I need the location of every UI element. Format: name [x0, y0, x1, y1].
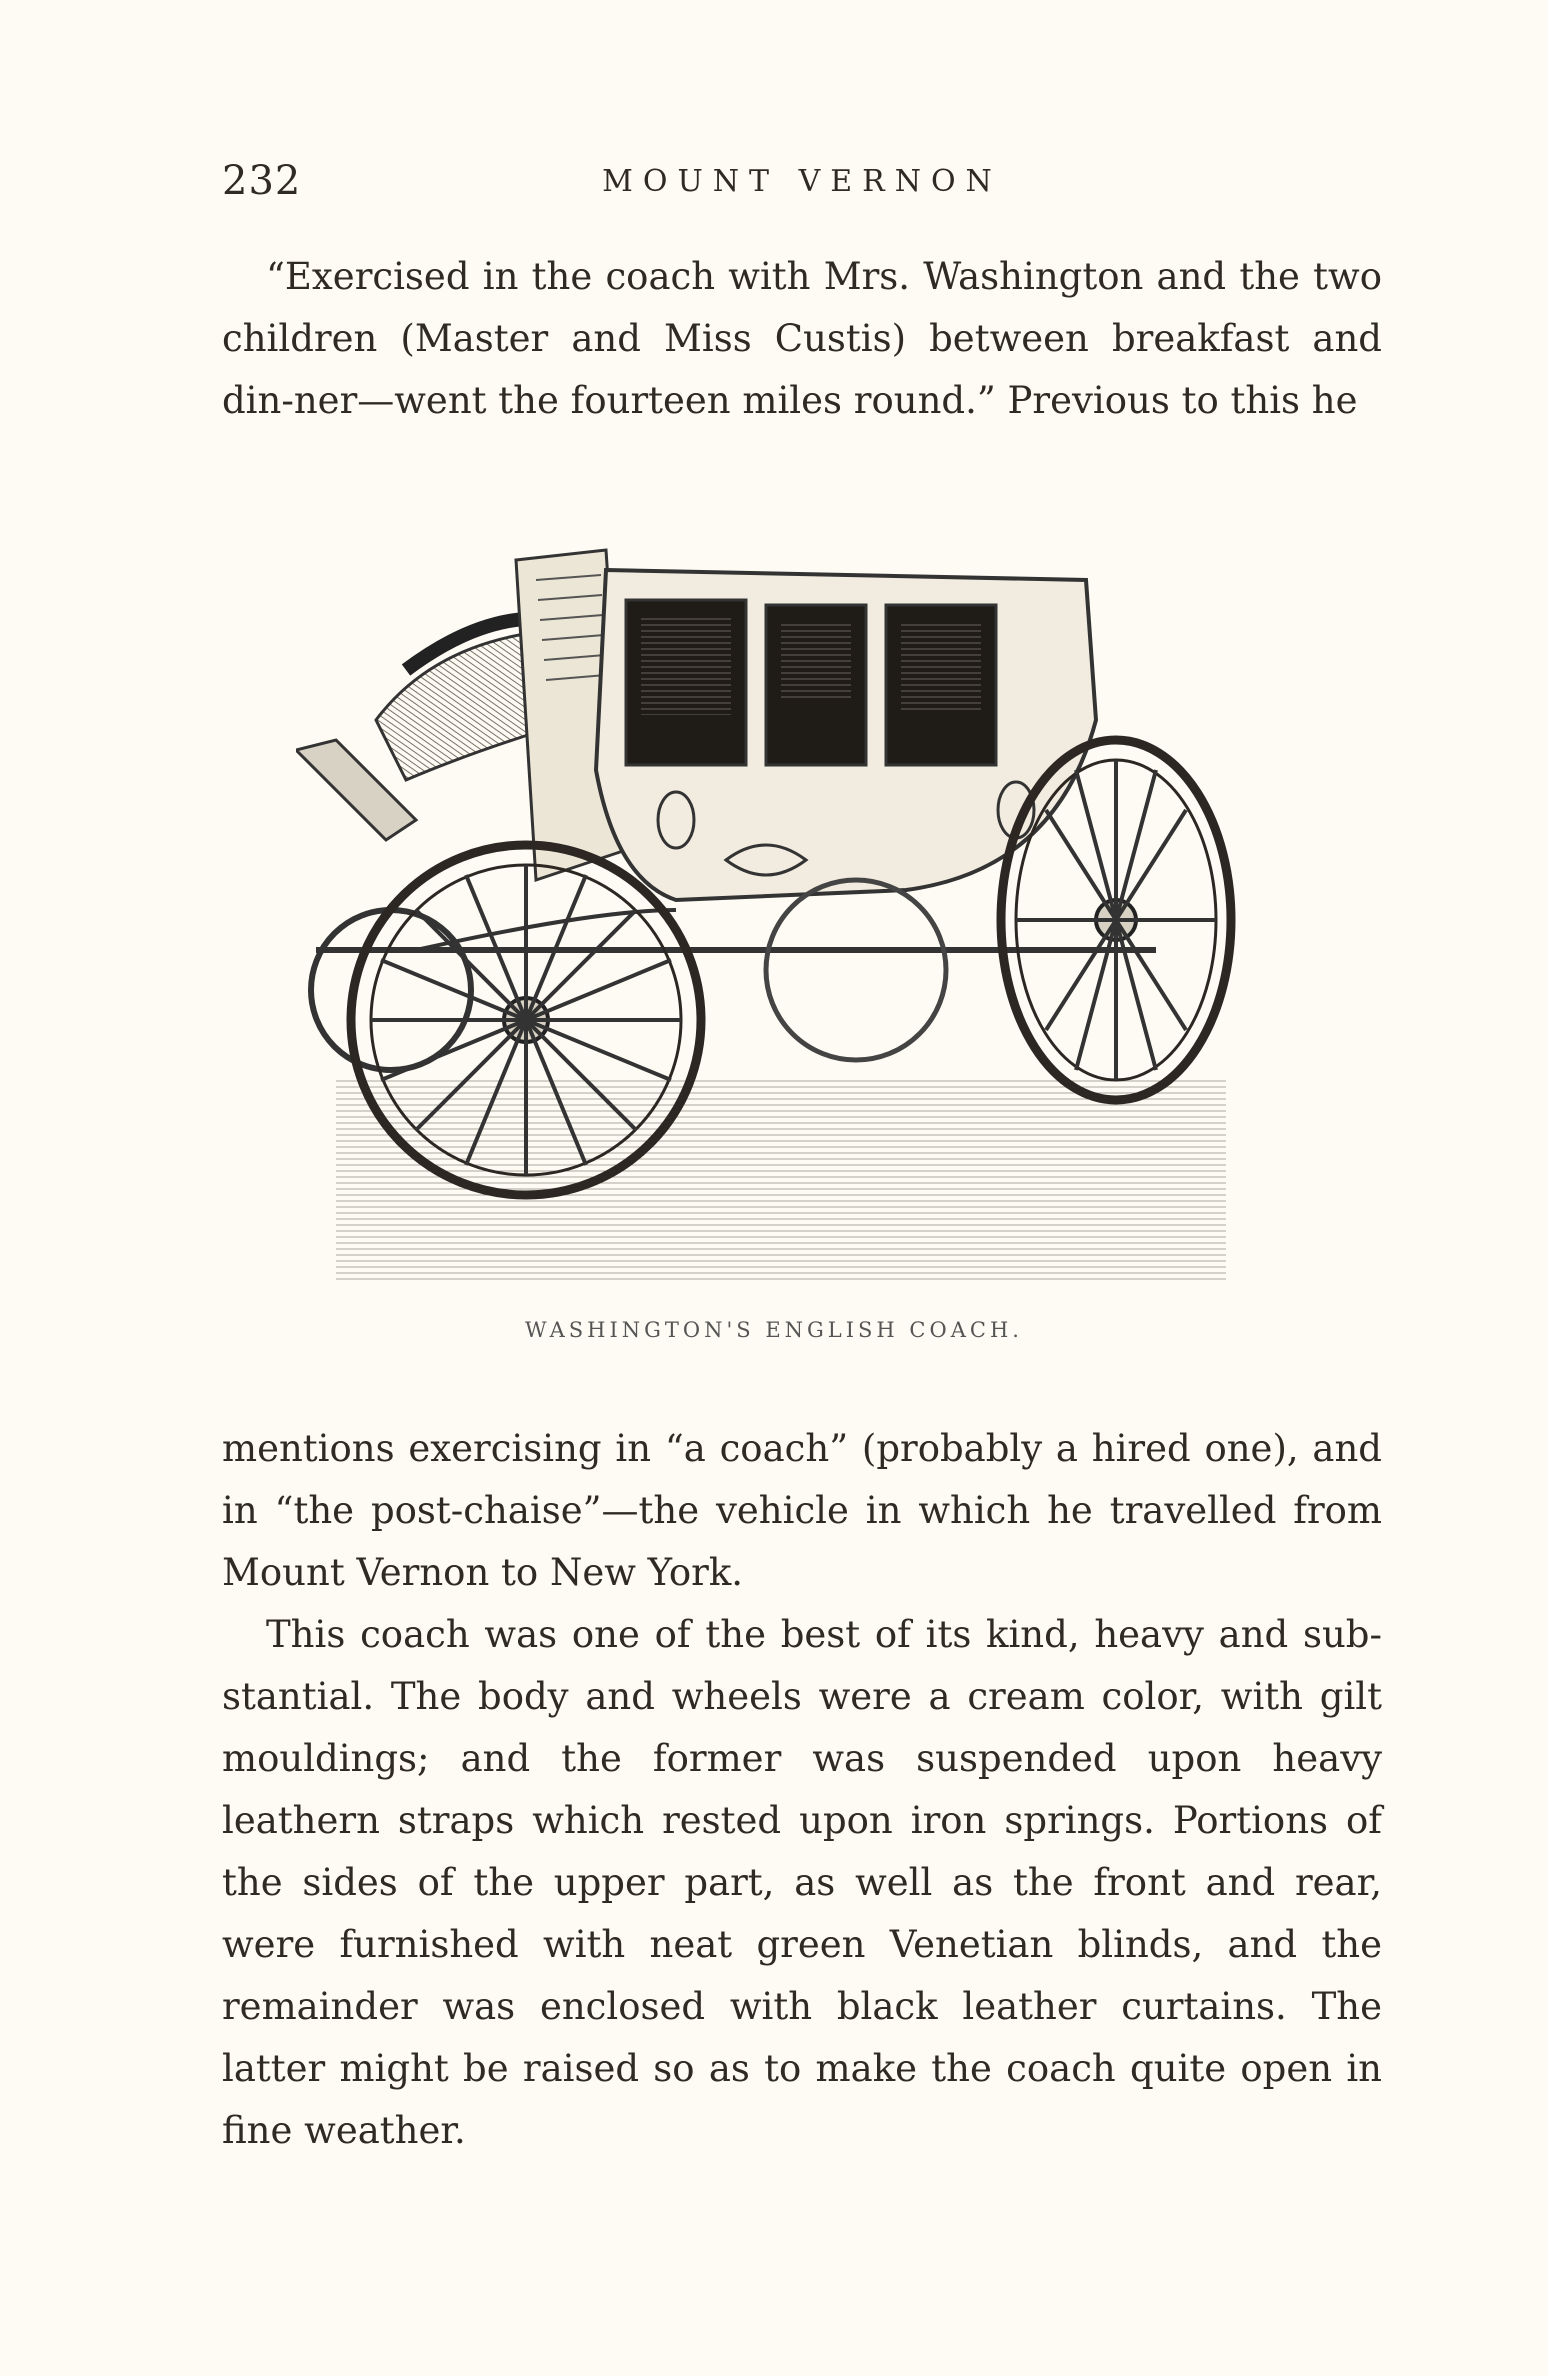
paragraph-1: “Exercised in the coach with Mrs. Washington and the two children (Master and Miss Custis) between breakfast and din-ner—went the fourteen miles round.” Previous to this he: [222, 255, 1382, 422]
figure-caption: WASHINGTON'S ENGLISH COACH.: [525, 1318, 1023, 1342]
rear-wheel: [1001, 740, 1231, 1100]
paragraph-3: This coach was one of the best of its kind, heavy and sub-stantial. The body and wheels were a cream color, with gilt mouldings; and the former was suspended upon heavy leathern straps which rested upon iron springs. Portions of the sides of the upper part, as well as the front and rear, were furnished with neat green Venetian blinds, and the remainder was enclosed with black leather curtains. The latter might be raised so as to make the coach quite open in fine weather.: [222, 1613, 1382, 2152]
page-header: [222, 158, 1382, 208]
paragraph-2: mentions exercising in “a coach” (probably a hired one), and in “the post-chaise”—the vehicle in which he travelled from Mount Vernon to New York.: [222, 1427, 1382, 1594]
coach-illustration: [296, 520, 1326, 1300]
front-wheel: [351, 845, 701, 1195]
running-head: MOUNT VERNON: [602, 164, 1002, 199]
page-number: 232: [222, 158, 302, 204]
